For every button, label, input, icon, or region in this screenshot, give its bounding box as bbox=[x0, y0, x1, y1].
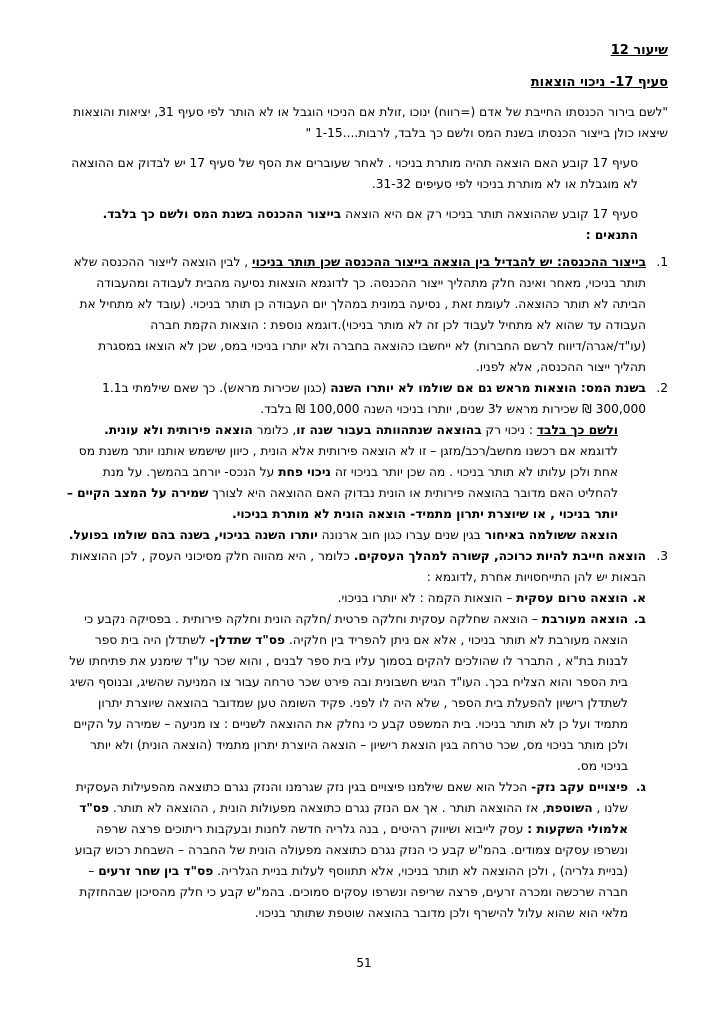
sub-item-letter: א. bbox=[632, 591, 646, 605]
sub-item-text: עסק לייבוא ושיווק רהיטים , בנה גלריה חדשה לחנות ובעקבות ריתוכים פרצה שרפה ונשרפו עסקים צמודים. בהמ"ש קבע כי הנזק נגרם כתוצאה מפעולה הונית של החברה – השבחת רכוש קבוע (בניית גלריה) , ולכן ההוצאה לא תותר בניכוי, אלא תתווסף לעלות בניית הגלריה. bbox=[74, 822, 628, 878]
case-name: פס"ד בין שחר זרעים bbox=[98, 864, 214, 878]
statute-quote: "לשם בירור הכנסתו החייבת של אדם (=רווח) ינוכו ,זולת אם הניכוי הוגבל או לא הותר לפי סעיף 31, יציאות והוצאות שיצאו כולן בייצור הכנסתו בשנת המס ולשם כך בלבד, לרבות....1-15 " bbox=[73, 105, 668, 140]
sub-item-bold: השוטפת bbox=[546, 801, 593, 815]
extra-bold: בהוצאה שנתהוותה בעבור שנה זו bbox=[296, 423, 482, 437]
extra-bold: יותרו השנה בניכוי, בשנה בהם שולמו בפועל. bbox=[68, 528, 318, 542]
conditions-list bbox=[66, 252, 668, 924]
extra-bold: ניכוי פחת bbox=[278, 465, 331, 479]
section-title: סעיף 17- ניכוי הוצאות bbox=[530, 75, 668, 90]
sub-item-b bbox=[66, 609, 646, 777]
extra-text: על הנכס- יורחב בהמשך. על מנת להחליט האם מדובר בהוצאה פירותית או הונית נבדוק האם ההוצאה היא לצורך bbox=[102, 465, 618, 500]
sub-item-text: – הוצאות הקמה : לא יותרו בניכוי. bbox=[337, 591, 517, 605]
condition-item-2 bbox=[66, 378, 668, 546]
sub-item-letter: ב. bbox=[633, 612, 646, 626]
condition-number: 3. bbox=[656, 549, 668, 563]
condition-text: (כגון שכירות מראש). כך שאם שילמתי ב1.1 300,000 ₪ שכירות מראש ל3 שנים, יותרו בניכוי השנה 100,000 ₪ בלבד. bbox=[102, 381, 646, 416]
condition-heading: בייצור ההכנסה: יש להבדיל בין הוצאה בייצור ההכנסה שכן תותר בניכוי bbox=[252, 255, 646, 269]
extra-text: בגין שנים עברו כגון חוב ארנונה bbox=[317, 528, 485, 542]
condition-text: כלומר , היא מהווה חלק מסיכוני העסק , לכן ההוצאות הבאות יש להן התייחסויות אחרת ,לדוגמא : bbox=[71, 549, 646, 584]
sub-item-letter: ג. bbox=[635, 780, 646, 794]
extra-heading: ולשם כך בלבד bbox=[536, 423, 618, 437]
page-number: 51 bbox=[356, 956, 372, 970]
case-name: פס"ד שתדלן- bbox=[209, 633, 286, 647]
document-page bbox=[66, 40, 668, 924]
sub-item-heading: הוצאה מעורבת bbox=[541, 612, 628, 626]
paragraph-2 bbox=[66, 204, 668, 246]
sub-item-text: הכלל הוא שאם שילמנו פיצויים בגין נזק שגרמנו והנזק נגרם כתוצאה מהפעילות העסקית שלנו , bbox=[75, 780, 628, 815]
extra-text: , כלומר bbox=[252, 423, 297, 437]
condition-number: 1. bbox=[656, 255, 668, 269]
sub-item-text: , אז ההוצאה תותר . אך אם הנזק נגרם כתוצאה מפעולות הונית , ההוצאה לא תותר. bbox=[109, 801, 547, 815]
extra-bold: הוצאה פירותית ולא עונית. bbox=[104, 423, 253, 437]
extra-text: לדוגמא אם רכשנו מחשב/רכב/מזגן – זו לא הוצאה פירותית אלא הונית , כיוון שישמש אותנו יותר משנת מס אחת ולכן עלותו לא תותר בניכוי . מה שכן יותר בניכוי זה bbox=[78, 444, 618, 479]
case-name: פס"ד אלמולי השקעות : bbox=[79, 801, 628, 836]
paragraph-2-text: סעיף 17 קובע שההוצאה תותר בניכוי רק אם היא הוצאה bbox=[341, 207, 638, 221]
condition-number: 2. bbox=[656, 381, 668, 395]
paragraph-1: סעיף 17 קובע האם הוצאה תהיה מותרת בניכוי . לאחר שעוברים את הסף של סעיף 17 יש לבדוק אם ההוצאה לא מוגבלת או לא מותרת בניכוי לפי סעיפים 31-32. bbox=[71, 156, 638, 191]
condition-item-3 bbox=[66, 546, 668, 924]
condition-item-1 bbox=[66, 252, 668, 378]
condition-2-extra bbox=[66, 420, 646, 546]
sub-item-a bbox=[66, 588, 646, 609]
conditions-label: התנאים : bbox=[585, 228, 638, 242]
sub-item-heading: הוצאה טרום עסקית bbox=[516, 591, 628, 605]
sub-items-list bbox=[66, 588, 646, 924]
sub-item-text: – הוצאה שחלקה עסקית וחלקה פרטית /חלקה הונית וחלקה פירותית . בפסיקה נקבע כי הוצאה מעורבת לא תותר בניכוי , אלא אם ניתן להפריד בין חלקיה. bbox=[84, 612, 628, 647]
extra-bold: הוצאה ששולמה באיחור bbox=[484, 528, 618, 542]
extra-bold: שמירה על המצב הקיים – יותר בניכוי , או שיוצרת יתרון מתמיד- הוצאה הונית לא מותרת בניכוי. bbox=[66, 486, 618, 521]
condition-heading: הוצאה חייבת להיות כרוכה, קשורה למהלך העסקים. bbox=[353, 549, 646, 563]
sub-item-heading: פיצויים עקב נזק- bbox=[531, 780, 628, 794]
lesson-title: שיעור 12 bbox=[610, 43, 668, 58]
sub-item-c bbox=[66, 777, 646, 924]
sub-item-text: לשתדלן היה בית ספר לבנות בת"א , התברר לו שהולכים להקים בסמוך עליו בית ספר לבנים , והוא שכר עו"ד שימנע את פתיחתו של בית הספר והוא הצליח בכך. העו"ד הגיש חשבונית ובה פירט שכר טרחה עבור צו המניעה שהשיג, ובנוסף השיג לשתדלן רישיון להפעלת בית הספר , שלא היה לו לפני. פקיד השומה טען שמדובר בהוצאה שיוצרת יתרון מתמיד ועל כן לא תותר בניכוי. בית המשפט קבע כי נחלק את ההוצאה לשניים : צו מניעה – שמירה על הקיים ולכן מותר בניכוי מס, שכר טרחה בגין הוצאת רישיון – הוצאה היוצרת יתרון מתמיד (הוצאה הונית) ולא יותר בניכוי מס. bbox=[69, 633, 628, 773]
sub-item-text: – חברה שרכשה ומכרה זרעים, פרצה שריפה ונשרפו עסקים סמוכים. בהמ"ש קבע כי חלק מהסיכון שבהחזקת מלאי הוא שהוא עלול להישרף ולכן מדובר בהוצאה שוטפת שתותר בניכוי. bbox=[79, 864, 628, 920]
extra-text: : ניכוי רק bbox=[481, 423, 537, 437]
condition-text: , לבין הוצאה לייצור ההכנסה שלא תותר בניכוי, מאחר ואינה חלק מתהליך ייצור ההכנסה. כך לדוגמא הוצאות נסיעה מהבית לעבודה ומהעבודה הביתה לא תותר כהוצאה. לעומת זאת , נסיעה במונית במהלך יום העבודה כן תותר בניכוי. (עובד לא מתחיל את העבודה עד שהוא לא מתחיל לעבוד לכן זה לא מותר בניכוי).דוגמא נוספת : הוצאות הקמת חברה (עו"ד/אגרה/דיווח לרשם החברות) לא ייחשבו כהוצאה בחברה ולא יותרו בניכוי במס, שכן לא הוצאו במסגרת תהליך ייצור ההכנסה, אלא לפניו. bbox=[73, 255, 646, 374]
condition-heading: בשנת המס: הוצאות מראש גם אם שולמו לא יותרו השנה bbox=[330, 381, 646, 395]
paragraph-2-bold: בייצור ההכנסה בשנת המס ולשם כך בלבד. bbox=[102, 207, 342, 221]
